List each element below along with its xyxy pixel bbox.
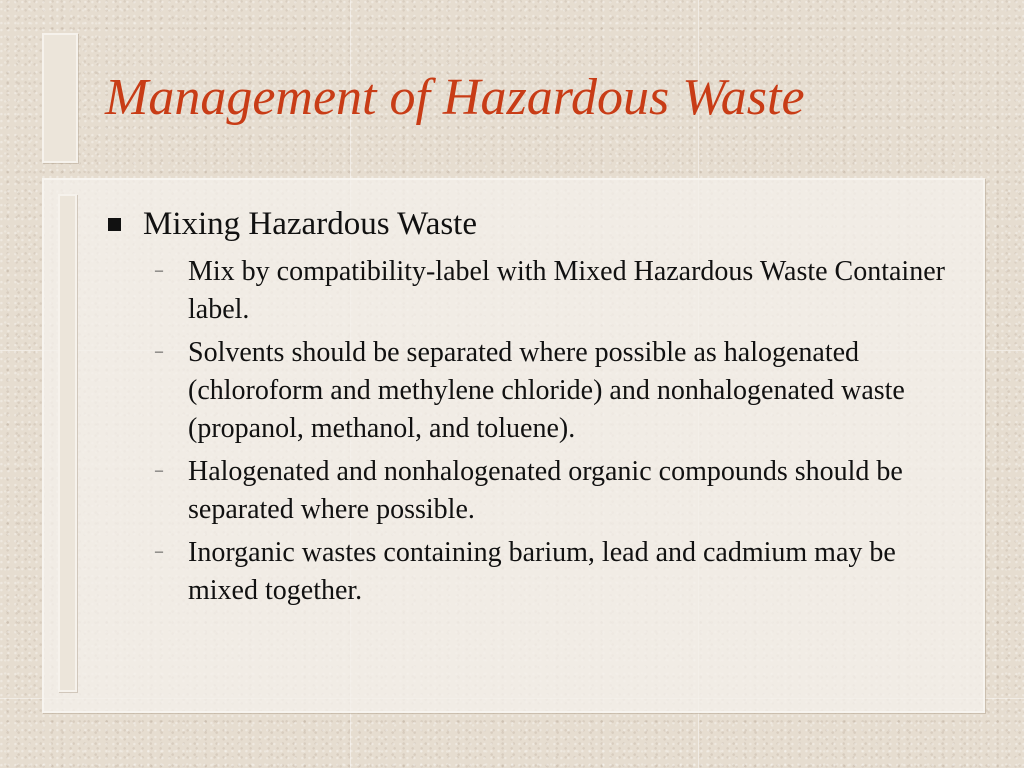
sub-bullet-item [155,534,955,610]
main-bullet-text: Mixing Hazardous Waste [143,206,477,242]
slide-title: Management of Hazardous Waste [105,69,805,126]
dash-bullet-icon: – [155,462,163,479]
dash-bullet-icon: – [155,262,163,279]
sub-bullet-text: Halogenated and nonhalogenated organic compounds should be separated where possible. [188,456,903,525]
content-accent-bar [58,194,77,692]
dash-bullet-icon: – [155,343,163,360]
sub-bullet-list [155,253,955,615]
sub-bullet-text: Solvents should be separated where possible as halogenated (chloroform and methylene chloride) and nonhalogenated waste (propanol, methanol, and toluene). [188,337,905,444]
square-bullet-icon [108,218,121,231]
sub-bullet-item [155,334,955,448]
title-accent-bar [42,33,78,163]
sub-bullet-item [155,453,955,529]
dash-bullet-icon: – [155,543,163,560]
sub-bullet-text: Mix by compatibility-label with Mixed Hazardous Waste Container label. [188,256,945,325]
sub-bullet-item [155,253,955,329]
sub-bullet-text: Inorganic wastes containing barium, lead and cadmium may be mixed together. [188,537,896,606]
main-bullet [108,204,477,244]
